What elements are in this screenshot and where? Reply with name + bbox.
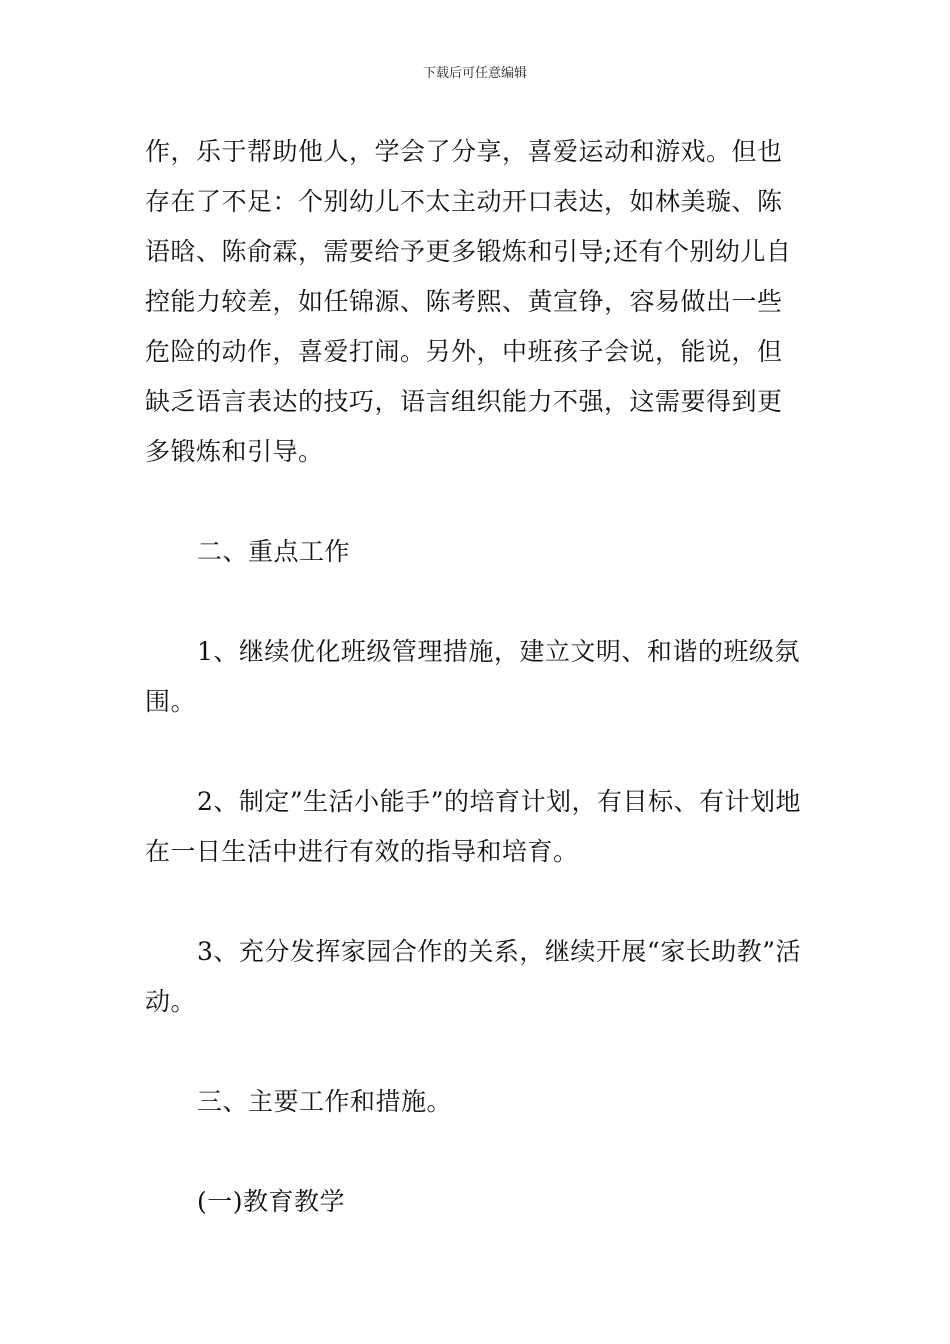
document-body: [145, 127, 807, 1227]
list-item: 1、继续优化班级管理措施，建立文明、和谐的班级氛围。: [145, 637, 800, 716]
section-heading-main-work: 三、主要工作和措施。: [197, 1087, 453, 1116]
list-item: 2、制定”生活小能手”的培育计划，有目标、有计划地在一日生活中进行有效的指导和培育。: [145, 787, 801, 866]
section-heading-key-work: 二、重点工作: [197, 537, 351, 566]
page-header: 下载后可任意编辑: [422, 66, 527, 81]
subsection-heading-education: (一)教育教学: [197, 1187, 346, 1216]
list-item: 3、充分发挥家园合作的关系，继续开展“家长助教”活动。: [145, 937, 801, 1016]
intro-paragraph: 作，乐于帮助他人，学会了分享，喜爱运动和游戏。但也存在了不足：个别幼儿不太主动开口表达，如林美璇、陈语晗、陈俞霖，需要给予更多锻炼和引导;还有个别幼儿自控能力较差，如任锦源、陈考熙、黄宣铮，容易做出一些危险的动作，喜爱打闹。另外，中班孩子会说，能说，但缺乏语言表达的技巧，语言组织能力不强，这需要得到更多锻炼和引导。: [145, 137, 792, 466]
